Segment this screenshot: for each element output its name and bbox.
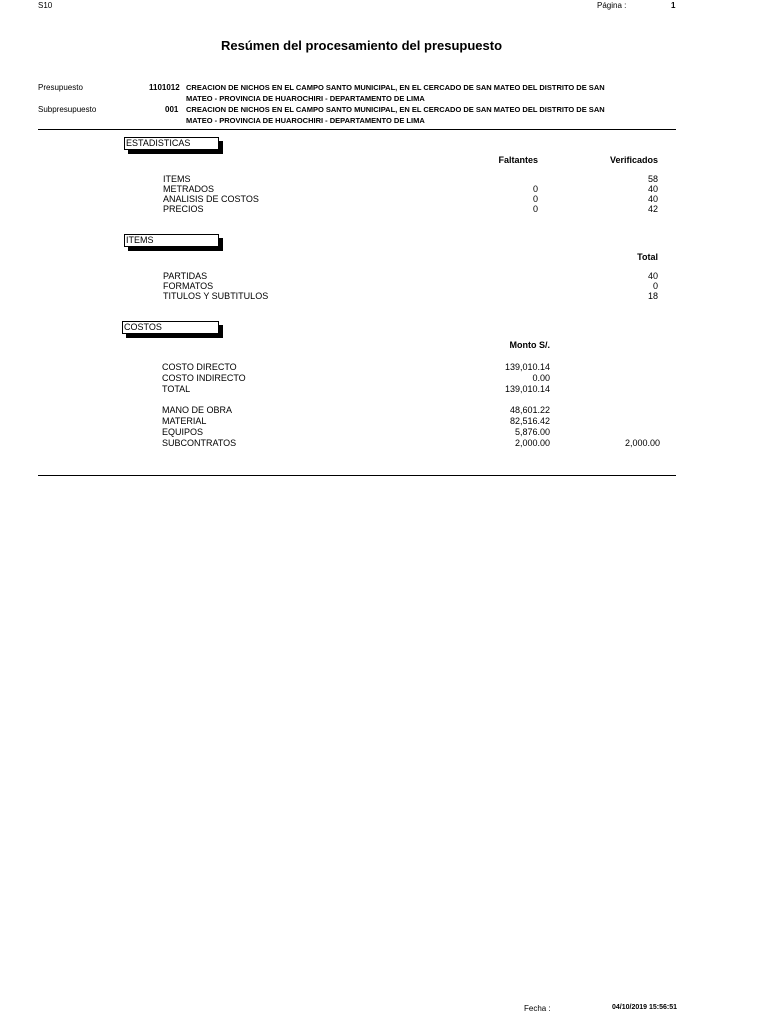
fecha-label: Fecha : [524,1004,551,1013]
row-label: METRADOS [163,184,215,194]
row-label: TOTAL [162,384,191,394]
row-total: 18 [647,291,658,301]
row-monto: 48,601.22 [509,405,550,415]
footer-divider [38,475,676,476]
costos-section-box [122,321,219,334]
row-label: MATERIAL [162,416,207,426]
row-label: FORMATOS [163,281,214,291]
row-monto: 0.00 [532,373,550,383]
row-monto: 5,876.00 [514,427,550,437]
row-monto: 82,516.42 [509,416,550,426]
fecha-value: 04/10/2019 15:56:51 [612,1004,677,1011]
col-faltantes: Faltantes [498,155,538,165]
col-verificados: Verificados [609,155,658,165]
col-monto: Monto S/. [509,340,550,350]
row-label: COSTO DIRECTO [162,362,237,372]
estadisticas-section-box [124,137,219,150]
row-subcontratos-extra: 2,000.00 [624,438,660,448]
items-section-box [124,234,219,247]
row-label: EQUIPOS [162,427,204,437]
row-label: COSTO INDIRECTO [162,373,246,383]
row-faltantes: 0 [532,194,538,204]
subpresupuesto-label: Subpresupuesto [38,105,97,114]
presupuesto-description: CREACION DE NICHOS EN EL CAMPO SANTO MUNICIPAL, EN EL CERCADO DE SAN MATEO DEL DISTRITO DE SAN MATEO - PROVINCIA DE HUAROCHIRI - DEPARTAMENTO DE LIMA [186,83,605,103]
row-verificados: 40 [647,184,658,194]
row-monto: 2,000.00 [514,438,550,448]
row-label: ITEMS [163,174,191,184]
row-total: 40 [647,271,658,281]
presupuesto-label: Presupuesto [38,83,83,92]
row-label: ANALISIS DE COSTOS [163,194,259,204]
row-label: TITULOS Y SUBTITULOS [163,291,269,301]
row-verificados: 58 [647,174,658,184]
estadisticas-section-label: ESTADISTICAS [126,138,191,148]
row-faltantes: 0 [532,204,538,214]
row-monto: 139,010.14 [504,384,550,394]
row-verificados: 40 [647,194,658,204]
row-label: PARTIDAS [163,271,208,281]
costos-section-label: COSTOS [124,322,162,332]
row-verificados: 42 [647,204,658,214]
row-monto: 139,010.14 [504,362,550,372]
page-label: Página : [597,1,627,10]
page-title: Resúmen del procesamiento del presupuesto [221,38,503,53]
items-section-label: ITEMS [126,235,154,245]
subpresupuesto-description: CREACION DE NICHOS EN EL CAMPO SANTO MUNICIPAL, EN EL CERCADO DE SAN MATEO DEL DISTRITO DE SAN MATEO - PROVINCIA DE HUAROCHIRI - DEPARTAMENTO DE LIMA [186,105,605,125]
page-number: 1 [671,1,676,10]
row-label: MANO DE OBRA [162,405,233,415]
header-divider [38,129,676,130]
row-faltantes: 0 [532,184,538,194]
row-label: SUBCONTRATOS [162,438,237,448]
subpresupuesto-code: 001 [165,105,179,114]
row-label: PRECIOS [163,204,204,214]
col-total: Total [637,252,658,262]
row-total: 0 [652,281,658,291]
app-code: S10 [38,1,53,10]
presupuesto-code: 1101012 [149,83,180,92]
